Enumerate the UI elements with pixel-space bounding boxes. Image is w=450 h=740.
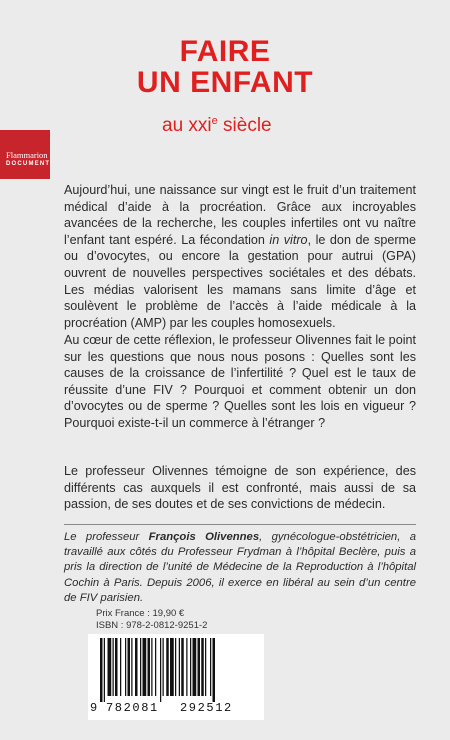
barcode-bar — [213, 638, 216, 702]
barcode-bar — [140, 638, 141, 696]
blurb-paragraph-1 — [64, 182, 416, 331]
bio-lead: Le professeur — [64, 531, 149, 543]
barcode-bar — [131, 638, 132, 696]
blurb-p1-italic: in vitro — [269, 232, 308, 247]
barcode — [88, 634, 264, 720]
barcode-bar — [170, 638, 174, 696]
barcode-bar — [104, 638, 105, 702]
barcode-bars — [100, 638, 252, 702]
barcode-group-2: 292512 — [180, 701, 233, 715]
barcode-bar — [120, 638, 121, 696]
barcode-lead-digit: 9 — [90, 701, 98, 715]
barcode-bar — [190, 638, 191, 696]
title-line-2: UN ENFANT — [136, 66, 314, 99]
barcode-bar — [163, 638, 164, 696]
barcode-bar — [135, 638, 138, 696]
barcode-bar — [175, 638, 176, 696]
subtitle-superscript: e — [211, 115, 218, 127]
barcode-bar — [151, 638, 152, 696]
price-isbn-block — [96, 608, 207, 631]
barcode-bar — [113, 638, 114, 696]
author-bio — [64, 530, 416, 606]
barcode-bar — [160, 638, 161, 702]
barcode-bar — [198, 638, 201, 696]
subtitle-word: siècle — [217, 115, 272, 136]
barcode-bar — [181, 638, 184, 696]
barcode-bar — [108, 638, 112, 696]
title-line-1: FAIRE — [179, 35, 271, 68]
publisher-series: DOCUMENT — [6, 161, 51, 167]
barcode-group-1: 782081 — [106, 701, 159, 715]
author-name: François Olivennes — [148, 531, 260, 543]
barcode-bar — [115, 638, 118, 696]
barcode-bar — [210, 638, 211, 696]
isbn: ISBN : 978-2-0812-9251-2 — [96, 619, 208, 631]
price: Prix France : 19,90 € — [96, 608, 185, 619]
publisher-name: Flammarion — [6, 150, 48, 160]
blurb-paragraph-2: Au cœur de cette réflexion, le professeur Olivennes fait le point sur les questions que nous nous posons : Quelles sont les causes de la croissance de l’infertilité ? Quel est le taux de réussite d’une FIV ? Pourquoi et comment obtenir un don d’ovocytes ou de sperme ? Quelles sont les lois en vigueur ? Pourquoi existe-t-il un commerce à l’étranger ? — [64, 333, 416, 430]
book-subtitle — [162, 115, 272, 137]
barcode-bar — [179, 638, 180, 696]
barcode-bar — [201, 638, 204, 696]
barcode-bar — [193, 638, 197, 696]
blurb-p1-end: , le don de sperme ou d’ovocytes, ou encore la gestation pour autrui (GPA) ouvrent de nouvelles perspectives sociétales et des débats. Les médias valorisent les mamans sans limite d’âge et soulèvent le problème de l’accès à l’aide médicale à la procréation (AMP) par les couples homosexuels. — [64, 232, 417, 330]
blurb-p1-start: Aujourd’hui, une naissance sur vingt est le fruit d’un traitement médical d’aide à la procréation. Grâce aux incroyables avancées de la recherche, les couples infertiles ont vu naître l’enfant tant espéré. La fécondation — [64, 183, 416, 247]
barcode-bar — [186, 638, 187, 696]
barcode-bar — [143, 638, 147, 696]
barcode-bar — [205, 638, 206, 696]
barcode-bar — [148, 638, 151, 696]
barcode-bar — [100, 638, 103, 702]
bio-text: , gynécologue-obstétricien, a travaillé aux côtés du Professeur Frydman à l’hôpital Beclère, puis a pris la direction de l’unité de Médecine de la Reproduction à l’hôpital Cochin à Paris. Depuis 2006, il exerce en libéral au sein d’un centre de FIV parisien. — [64, 531, 416, 604]
book-title — [0, 36, 450, 98]
barcode-bar — [166, 638, 169, 696]
blurb-paragraph-3: Le professeur Olivennes témoigne de son expérience, des différents cas auxquels il est confronté, mais aussi de sa passion, de ses doutes et de ses convictions de médecin. — [64, 464, 416, 512]
subtitle-century: au xxi — [162, 115, 212, 136]
barcode-bar — [155, 638, 156, 696]
barcode-bar — [125, 638, 126, 696]
barcode-bar — [128, 638, 131, 696]
section-divider — [64, 524, 416, 525]
publisher-badge — [0, 130, 50, 179]
